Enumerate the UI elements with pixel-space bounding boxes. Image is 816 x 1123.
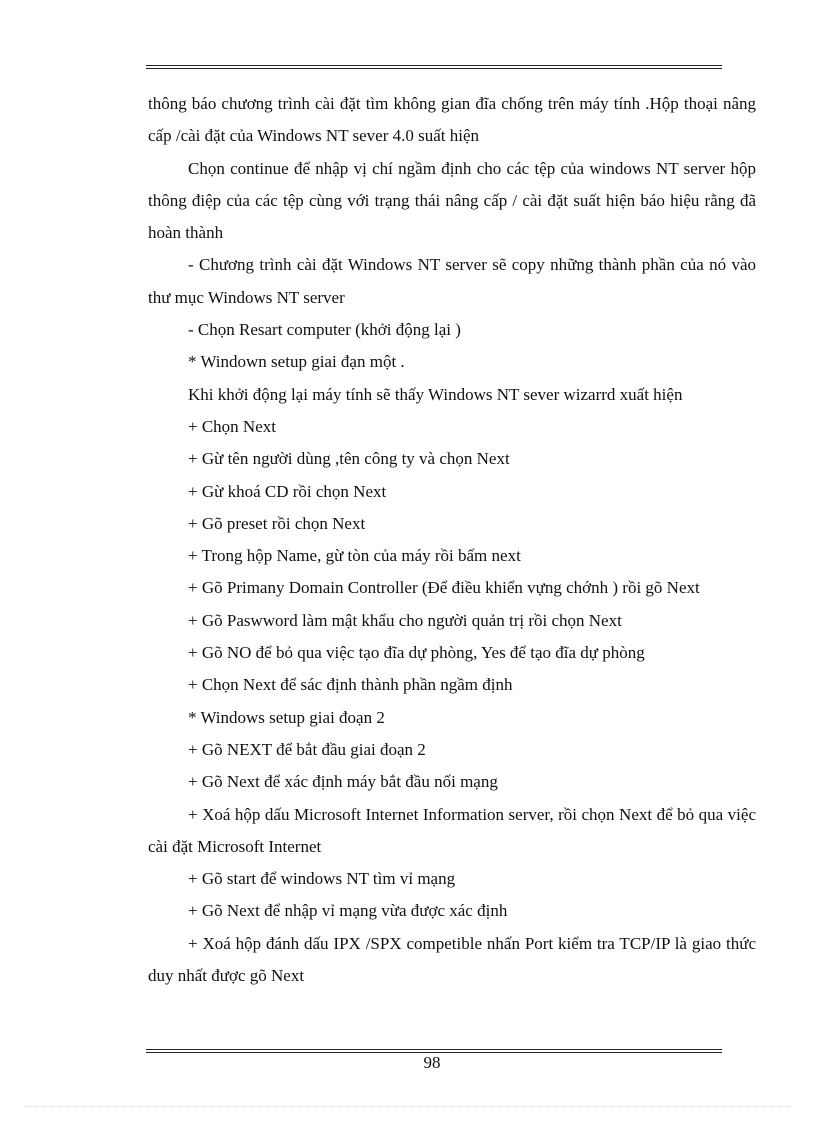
list-item: + Gõ preset rồi chọn Next [188, 513, 366, 533]
paragraph: - Chương trình cài đặt Windows NT server sẽ copy những thành phần của nó vào thư mục Windows NT server [148, 255, 756, 307]
page-edge-divider [24, 1106, 792, 1107]
paragraph: - Chọn Resart computer (khởi động lại ) [188, 320, 461, 340]
list-item: + Xoá hộp dấu Microsoft Internet Information server, rồi chọn Next để bỏ qua việc cài đặt Microsoft Internet [148, 804, 756, 856]
header-rule [146, 65, 722, 69]
list-item: + Gừ khoá CD rồi chọn Next [188, 481, 387, 501]
paragraph: Chọn continue để nhập vị chí ngầm định cho các tệp của windows NT server hộp thông điệp của các tệp cùng với trạng thái nâng cấp / cài đặt suất hiện báo hiệu rằng đã hoàn thành [148, 158, 756, 243]
paragraph: thông báo chương trình cài đặt tìm không gian đĩa chống trên máy tính .Hộp thoại nâng cấp /cài đặt của Windows NT sever 4.0 suất hiện [148, 94, 756, 146]
paragraph: * Windows setup giai đoạn 2 [188, 707, 385, 727]
paragraph: Khi khởi động lại máy tính sẽ thấy Windows NT sever wizarrd xuất hiện [188, 384, 683, 404]
list-item: + Chọn Next [188, 416, 276, 436]
list-item: + Gõ Primany Domain Controller (Để điều khiển vựng chớnh ) rồi gõ Next [188, 578, 700, 598]
list-item: + Trong hộp Name, gừ tòn của máy rồi bấm next [188, 546, 521, 566]
paragraph: * Windown setup giai đạn một . [188, 352, 405, 372]
list-item: + Gõ start để windows NT tìm vỉ mạng [188, 869, 456, 889]
document-body [148, 88, 756, 992]
page-number: 98 [423, 1053, 441, 1072]
list-item: + Gõ Next để xác định máy bắt đầu nối mạng [188, 772, 498, 792]
list-item: + Gõ NO để bỏ qua việc tạo đĩa dự phòng, Yes để tạo đĩa dự phòng [188, 643, 645, 663]
list-item: + Gõ Next để nhập vỉ mạng vừa được xác định [188, 901, 508, 921]
list-item: + Gừ tên người dùng ,tên công ty và chọn Next [188, 449, 510, 469]
list-item: + Chọn Next để sác định thành phần ngầm định [188, 675, 513, 695]
list-item: + Xoá hộp đánh dấu IPX /SPX competible nhấn Port kiểm tra TCP/IP là giao thức duy nhất được gõ Next [148, 933, 756, 986]
list-item: + Gõ Paswword làm mật khẩu cho người quản trị rồi chọn Next [188, 610, 622, 630]
list-item: + Gõ NEXT để bắt đầu giai đoạn 2 [188, 739, 426, 759]
